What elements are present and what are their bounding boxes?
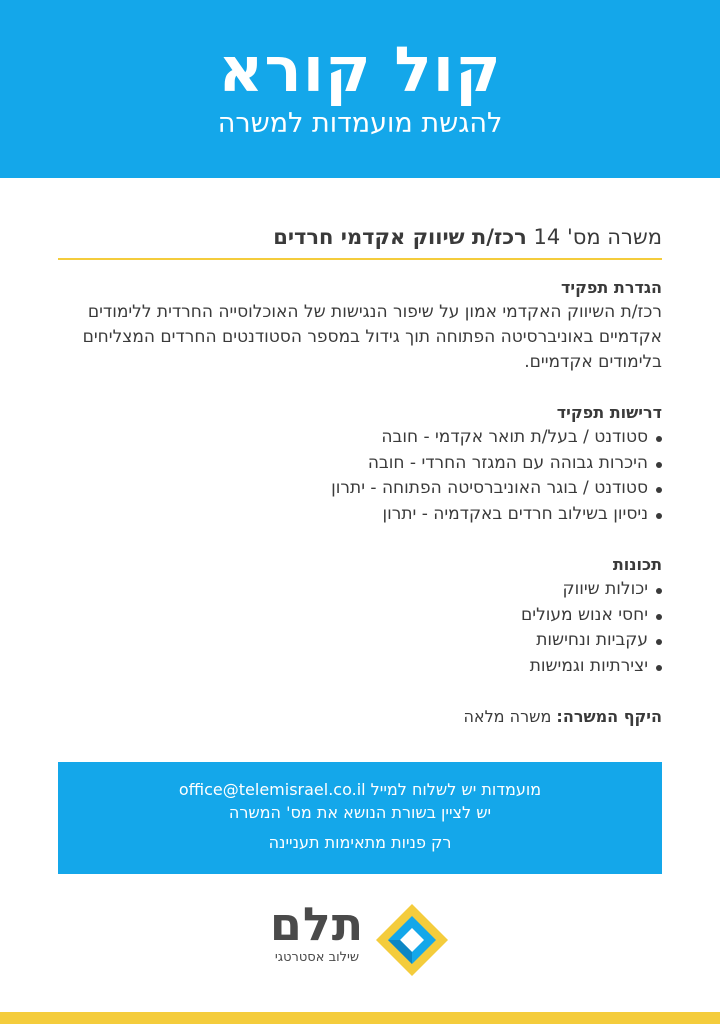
list-item: יחסי אנוש מעולים bbox=[58, 603, 662, 629]
bullet-icon bbox=[656, 513, 662, 519]
contact-box bbox=[58, 762, 662, 874]
header-banner bbox=[0, 0, 720, 178]
page-title: קול קורא bbox=[218, 33, 502, 106]
brand-logo bbox=[262, 898, 462, 982]
traits-heading: תכונות bbox=[612, 555, 662, 574]
logo-tagline: שילוב אסטרטגי bbox=[274, 950, 360, 965]
logo-mark-icon bbox=[372, 900, 452, 980]
page-subtitle: להגשת מועמדות למשרה bbox=[217, 108, 503, 139]
bottom-accent-bar bbox=[0, 1012, 720, 1024]
logo-text bbox=[262, 898, 372, 966]
contact-note-line: רק פניות מתאימות תעניינה bbox=[268, 833, 452, 852]
scope-label: היקף המשרה: bbox=[556, 707, 662, 726]
bullet-icon bbox=[656, 462, 662, 468]
position-number: משרה מס' 14 bbox=[533, 225, 662, 249]
position-line bbox=[58, 222, 662, 256]
traits-list bbox=[58, 577, 662, 679]
requirements-heading: דרישות תפקיד bbox=[556, 403, 662, 422]
requirements-section bbox=[58, 401, 662, 527]
list-item: יצירתיות וגמישות bbox=[58, 654, 662, 680]
contact-email-line: מועמדות יש לשלוח למייל office@telemisrael.co.il bbox=[178, 780, 542, 799]
scope-value: משרה מלאה bbox=[463, 707, 552, 726]
role-definition-heading: הגדרת תפקיד bbox=[560, 278, 662, 297]
list-item: סטודנט / בוגר האוניברסיטה הפתוחה - יתרון bbox=[58, 476, 662, 502]
bullet-icon bbox=[656, 639, 662, 645]
contact-subject-line: יש לציין בשורת הנושא את מס' המשרה bbox=[228, 803, 492, 822]
logo-name: תלם bbox=[269, 897, 365, 951]
bullet-icon bbox=[656, 665, 662, 671]
bullet-icon bbox=[656, 588, 662, 594]
traits-section bbox=[58, 553, 662, 679]
job-content bbox=[58, 222, 662, 729]
list-item: ניסיון בשילוב חרדים באקדמיה - יתרון bbox=[58, 502, 662, 528]
role-definition-section bbox=[58, 276, 662, 375]
role-definition-text: רכז/ת השיווק האקדמי אמון על שיפור הנגישות של האוכלוסייה החרדית ללימודים אקדמיים באוניברסיטה הפתוחה תוך גידול במספר הסטודנטים החרדים המצליחים בלימודים אקדמיים. bbox=[82, 302, 662, 372]
title-divider bbox=[58, 258, 662, 260]
requirements-list bbox=[58, 425, 662, 527]
list-item: סטודנט / בעל/ת תואר אקדמי - חובה bbox=[58, 425, 662, 451]
bullet-icon bbox=[656, 436, 662, 442]
bullet-icon bbox=[656, 614, 662, 620]
position-title: רכז/ת שיווק אקדמי חרדים bbox=[273, 225, 527, 249]
list-item: היכרות גבוהה עם המגזר החרדי - חובה bbox=[58, 451, 662, 477]
list-item: יכולות שיווק bbox=[58, 577, 662, 603]
list-item: עקביות ונחישות bbox=[58, 628, 662, 654]
job-scope bbox=[58, 705, 662, 729]
bullet-icon bbox=[656, 487, 662, 493]
